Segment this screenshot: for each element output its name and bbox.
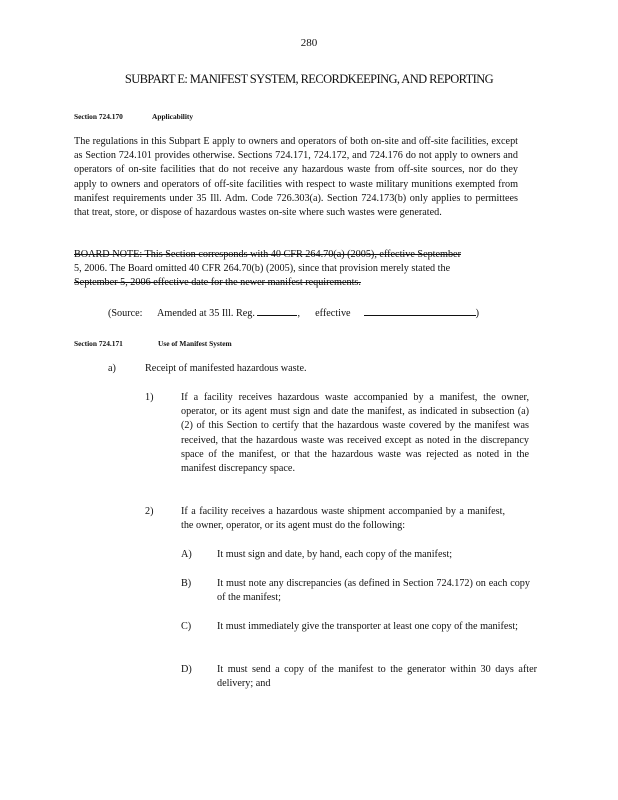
board-note-struck-line-3: September 5, 2006 effective date for the newer manifest requirements. bbox=[74, 277, 361, 289]
section-724-171-heading bbox=[74, 337, 232, 351]
section-title: Use of Manifest System bbox=[158, 339, 232, 348]
section-number: Section 724.170 bbox=[74, 112, 123, 121]
subitem-C-label: C) bbox=[181, 621, 192, 632]
subitem-B-text: It must note any discrepancies (as defined in Section 724.172) on each copy of the manifest; bbox=[217, 578, 530, 604]
board-note bbox=[74, 248, 518, 291]
subitem-D-label: D) bbox=[181, 664, 192, 675]
board-note-struck-line-1: BOARD NOTE: This Section corresponds with 40 CFR 264.70(a) (2005), effective September bbox=[74, 249, 461, 260]
section-724-170-heading bbox=[74, 110, 193, 124]
source-note bbox=[108, 305, 479, 321]
subitem-B-label: B) bbox=[181, 578, 192, 589]
item-1-label: 1) bbox=[145, 392, 154, 403]
board-note-line-2: 5, 2006. The Board omitted 40 CFR 264.70(b) (2005), since that provision merely stated the bbox=[74, 263, 451, 275]
register-blank bbox=[257, 305, 297, 316]
section-724-170-body: The regulations in this Subpart E apply to owners and operators of both on-site and off-site facilities, except as Section 724.101 provides otherwise. Sections 724.171, 724.172, and 724.176 do not apply to owners and operators of on-site facilities that do not receive any hazardous waste from off-site sources, nor do they apply to owners and operators of off-site facilities with respect to waste military munitions exempted from manifest requirements under 35 Ill. Adm. Code 726.303(a). Section 724.173(b) only applies to permittees that treat, store, or dispose of hazardous wastes on-site where such wastes were generated. bbox=[74, 136, 518, 219]
section-title: Applicability bbox=[152, 112, 194, 121]
subitem-D-text: It must send a copy of the manifest to the generator within 30 days after delivery; and bbox=[217, 664, 537, 690]
item-1-text: If a facility receives hazardous waste accompanied by a manifest, the owner, operator, or its agent must sign and date the manifest, as indicated in subsection (a)(2) of this Section to certify that the hazardous waste covered by the manifest was received, that the hazardous waste was received except as noted in the discrepancy space of the manifest, or that the hazardous waste was rejected as noted in the manifest discrepancy space. bbox=[181, 392, 529, 475]
subitem-C-text: It must immediately give the transporter at least one copy of the manifest; bbox=[217, 621, 519, 632]
source-amended: Amended at 35 Ill. Reg. bbox=[157, 308, 255, 319]
subitem-A-label: A) bbox=[181, 549, 192, 560]
subsection-a-text: Receipt of manifested hazardous waste. bbox=[145, 363, 307, 374]
source-comma: , bbox=[297, 308, 301, 319]
subitem-A-text: It must sign and date, by hand, each copy of the manifest; bbox=[217, 549, 453, 560]
item-2-text: If a facility receives a hazardous waste shipment accompanied by a manifest, the owner, operator, or its agent must do the following: bbox=[181, 506, 505, 532]
section-number: Section 724.171 bbox=[74, 339, 123, 348]
effective-date-blank bbox=[364, 305, 476, 316]
source-effective: effective bbox=[315, 308, 351, 319]
source-open: (Source: bbox=[108, 308, 143, 319]
item-2-label: 2) bbox=[145, 506, 154, 517]
subsection-a-label: a) bbox=[108, 363, 116, 374]
page-number: 280 bbox=[300, 37, 318, 49]
source-close: ) bbox=[475, 308, 480, 319]
subpart-title: SUBPART E: MANIFEST SYSTEM, RECORDKEEPING, AND REPORTING bbox=[124, 72, 494, 86]
